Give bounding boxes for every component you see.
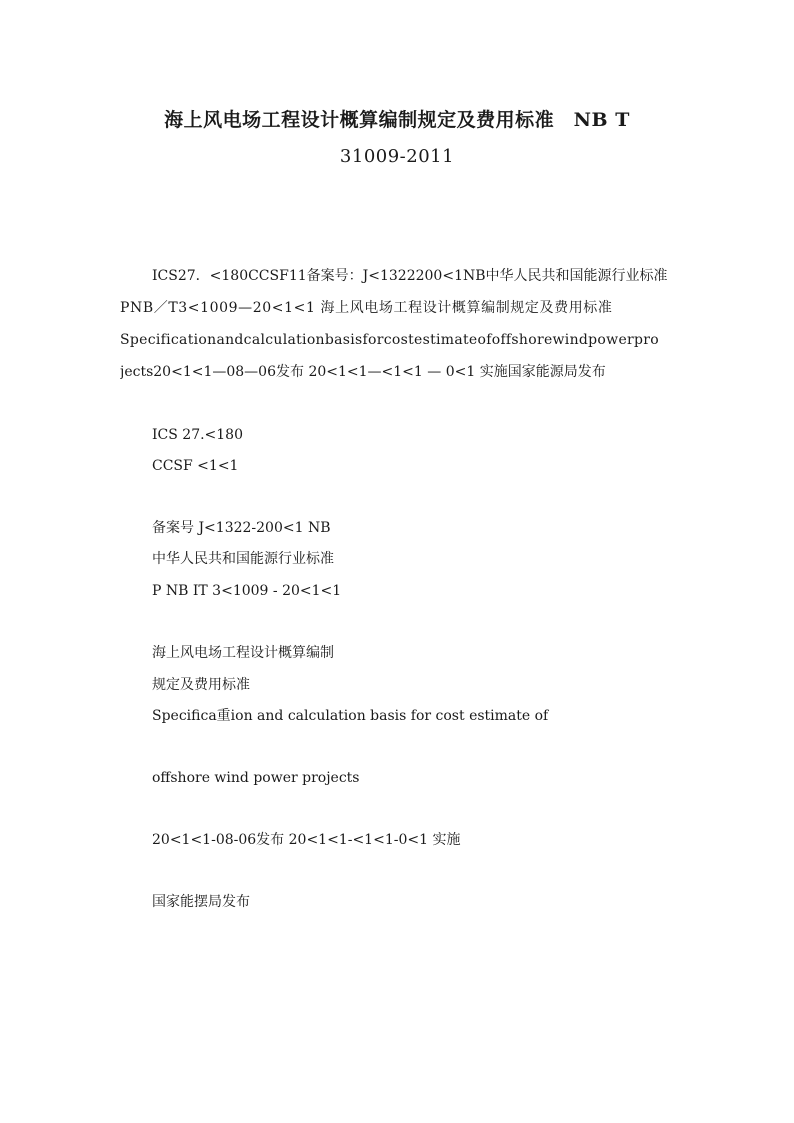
intro-line-4: jects20<1<1—08—06发布 20<1<1—<1<1 — 0<1 实施国家能源局发布 (120, 364, 606, 380)
standard-code: P NB IT 3<1009 - 20<1<1 (152, 583, 342, 599)
ccs-code: CCSF <1<1 (152, 458, 239, 474)
chinese-title-line-1: 海上风电场工程设计概算编制 (152, 645, 334, 661)
intro-line-1: ICS27．<180CCSF11备案号：J<1322200<1NB中华人民共和国能源行业标准 (152, 268, 668, 284)
standard-type: 中华人民共和国能源行业标准 (152, 551, 334, 567)
document-title-line-1: 海上风电场工程设计概算编制规定及费用标准 NB T (164, 109, 630, 131)
english-title-line-2: offshore wind power projects (152, 770, 360, 786)
chinese-title-line-2: 规定及费用标准 (152, 677, 250, 693)
issue-dates: 20<1<1-08-06发布 20<1<1-<1<1-0<1 实施 (152, 832, 461, 848)
intro-line-3: Specificationandcalculationbasisforcostestimateofoffshorewindpowerpro (120, 332, 659, 348)
intro-line-2: PNB／T3<1009—20<1<1 海上风电场工程设计概算编制规定及费用标准 (120, 300, 613, 316)
intro-paragraph (120, 260, 676, 388)
ics-code: ICS 27.<180 (152, 427, 243, 443)
english-title-line-1: Specifica重ion and calculation basis for cost estimate of (152, 708, 549, 724)
issuing-authority: 国家能摆局发布 (152, 894, 250, 910)
record-number: 备案号 J<1322-200<1 NB (152, 520, 331, 536)
document-title-line-2: 31009-2011 (339, 146, 455, 167)
